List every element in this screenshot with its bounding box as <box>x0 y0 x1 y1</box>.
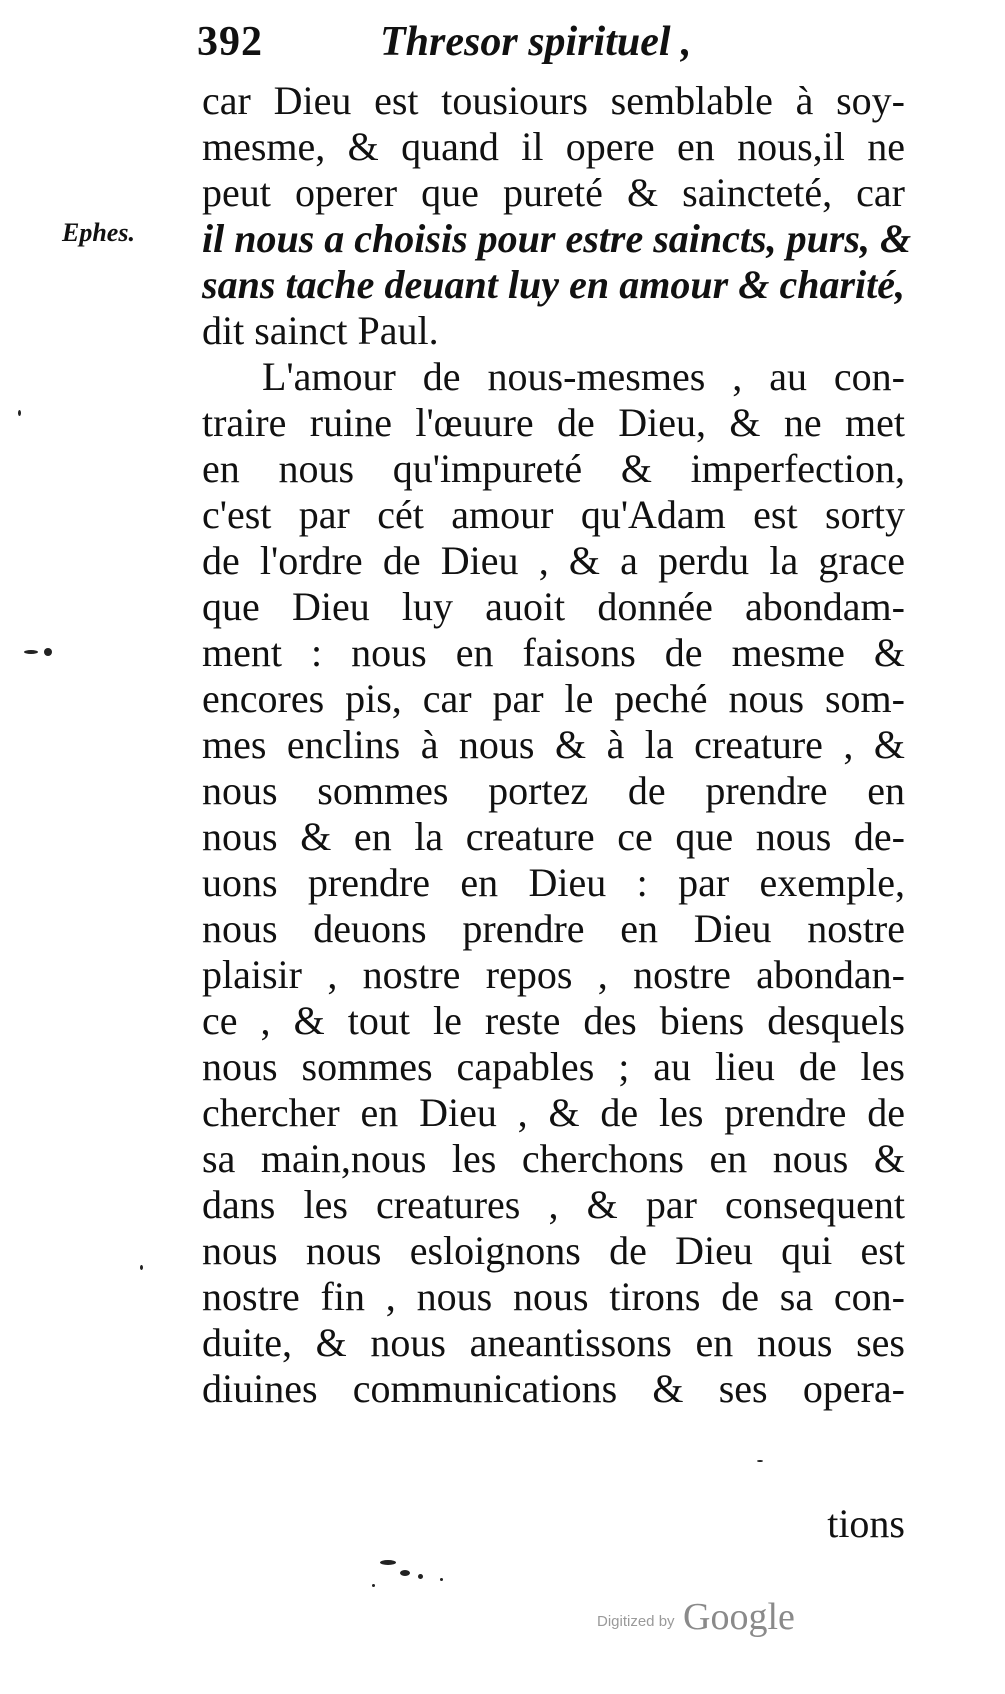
text-line: de l'ordre de Dieu , & a perdu la grace <box>202 538 905 583</box>
text-line: nous deuons prendre en Dieu nostre <box>202 906 905 951</box>
text-line: L'amour de nous-mesmes , au con- <box>262 354 905 399</box>
google-logo: Google <box>683 1596 795 1638</box>
ink-speck <box>18 410 21 416</box>
text-line: mesme, & quand il opere en nous,il ne <box>202 124 905 169</box>
text-line: nous nous esloignons de Dieu qui est <box>202 1228 905 1273</box>
text-line: dans les creatures , & par consequent <box>202 1182 905 1227</box>
text-line: duite, & nous aneantissons en nous ses <box>202 1320 905 1365</box>
text-line: sa main,nous les cherchons en nous & <box>202 1136 905 1181</box>
text-line: ment : nous en faisons de mesme & <box>202 630 905 675</box>
text-line: nostre fin , nous nous tirons de sa con- <box>202 1274 905 1319</box>
ink-speck <box>757 1460 763 1462</box>
text-line: peut operer que pureté & saincteté, car <box>202 170 905 215</box>
text-line: car Dieu est tousiours semblable à soy- <box>202 78 905 123</box>
text-line: nous & en la creature ce que nous de- <box>202 814 905 859</box>
ink-speck <box>418 1574 423 1579</box>
ink-speck <box>140 1265 143 1270</box>
text-line: encores pis, car par le peché nous som- <box>202 676 905 721</box>
ink-speck <box>380 1560 396 1565</box>
text-line: ce , & tout le reste des biens desquels <box>202 998 905 1043</box>
text-line-italic: sans tache deuant luy en amour & charité, <box>202 262 905 307</box>
ink-speck <box>400 1570 410 1576</box>
text-line: dit sainct Paul. <box>202 308 439 353</box>
text-line: uons prendre en Dieu : par exemple, <box>202 860 905 905</box>
text-line: traire ruine l'œuure de Dieu, & ne met <box>202 400 905 445</box>
catchword: tions <box>827 1501 905 1546</box>
page-number: 392 <box>197 19 263 65</box>
text-line: c'est par cét amour qu'Adam est sorty <box>202 492 905 537</box>
digitized-by-label: Digitized by <box>597 1613 675 1630</box>
ink-speck <box>372 1584 375 1587</box>
margin-note: Ephes. <box>62 218 135 247</box>
text-line: chercher en Dieu , & de les prendre de <box>202 1090 905 1135</box>
ink-speck <box>44 648 52 656</box>
text-line-italic: il nous a choisis pour estre saincts, purs, & <box>202 216 912 261</box>
running-title: Thresor spirituel , <box>380 19 692 65</box>
text-line: diuines communications & ses opera- <box>202 1366 905 1411</box>
text-line: plaisir , nostre repos , nostre abondan- <box>202 952 905 997</box>
text-line: que Dieu luy auoit donnée abondam- <box>202 584 905 629</box>
ink-speck <box>440 1578 443 1581</box>
text-line: nous sommes portez de prendre en <box>202 768 905 813</box>
text-line: en nous qu'impureté & imperfection, <box>202 446 905 491</box>
text-line: nous sommes capables ; au lieu de les <box>202 1044 905 1089</box>
text-line: mes enclins à nous & à la creature , & <box>202 722 905 767</box>
ink-speck <box>24 650 38 654</box>
